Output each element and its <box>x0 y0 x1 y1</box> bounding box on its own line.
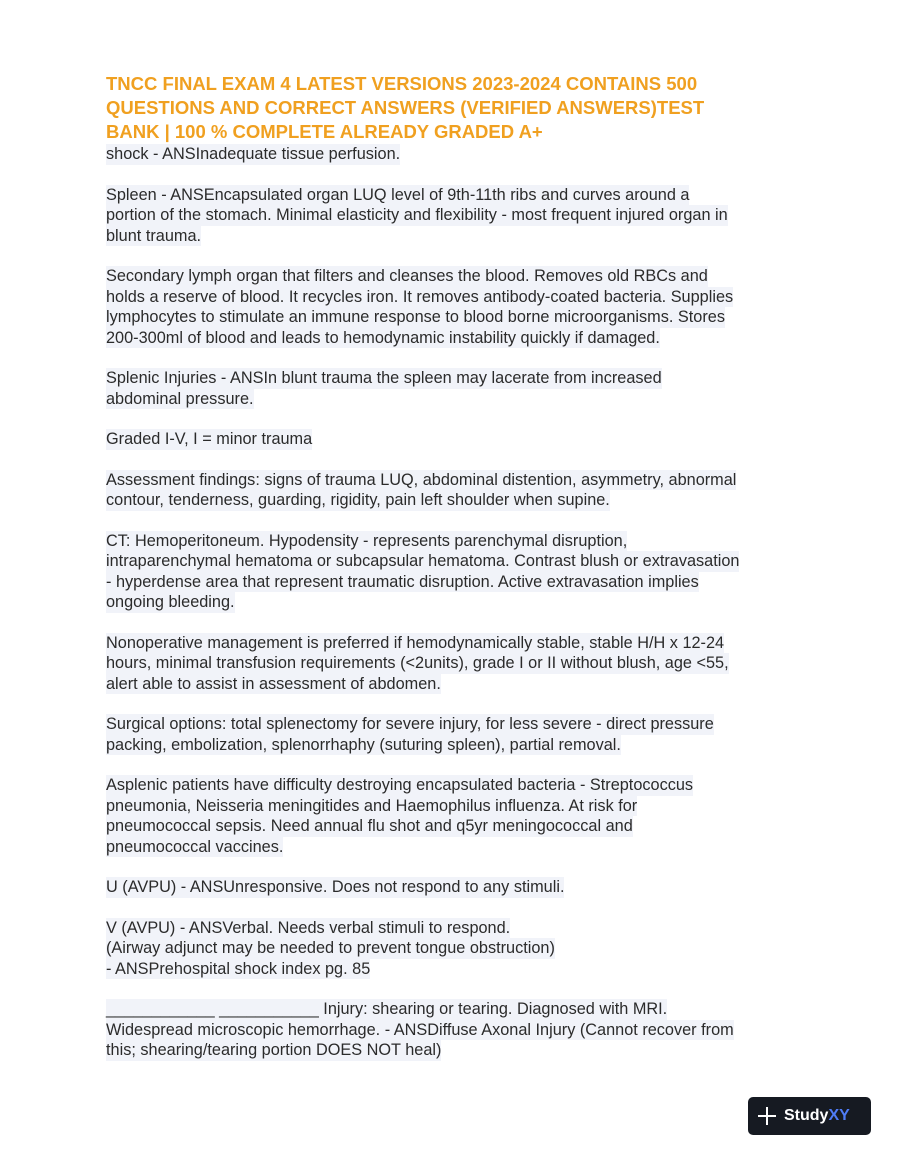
paragraph-line: ____________ ___________ Injury: shearing or tearing. Diagnosed with MRI. <box>106 1000 668 1018</box>
paragraph-line: packing, embolization, splenorrhaphy (suturing spleen), partial removal. <box>106 735 621 754</box>
paragraph-line: hours, minimal transfusion requirements (<2units), grade I or II without blush, age <55, <box>106 654 729 672</box>
paragraph <box>106 775 796 857</box>
paragraph <box>106 429 796 450</box>
brand-name-study: Study <box>784 1107 829 1124</box>
paragraph-line: blunt trauma. <box>106 226 202 245</box>
studyxy-logo-badge[interactable] <box>748 1097 871 1135</box>
paragraph <box>106 999 796 1061</box>
paragraph-line: Widespread microscopic hemorrhage. - ANSDiffuse Axonal Injury (Cannot recover from <box>106 1020 734 1039</box>
paragraph <box>106 877 796 898</box>
plus-icon <box>758 1107 776 1125</box>
paragraph-line: ongoing bleeding. <box>106 593 235 611</box>
brand-name-xy: XY <box>828 1107 850 1124</box>
paragraph-line: Spleen - ANSEncapsulated organ LUQ level of 9th-11th ribs and curves around a <box>106 185 690 204</box>
paragraph-line: CT: Hemoperitoneum. Hypodensity - represents parenchymal disruption, <box>106 531 628 550</box>
paragraph <box>106 633 796 695</box>
paragraph <box>106 531 796 613</box>
paragraph-line: Nonoperative management is preferred if hemodynamically stable, stable H/H x 12-24 <box>106 633 725 652</box>
paragraph-line: pneumococcal vaccines. <box>106 837 284 856</box>
paragraph-line: - hyperdense area that represent traumatic disruption. Active extravasation implies <box>106 572 699 591</box>
paragraph-line: intraparenchymal hematoma or subcapsular hematoma. Contrast blush or extravasation <box>106 552 740 570</box>
paragraph-line: U (AVPU) - ANSUnresponsive. Does not respond to any stimuli. <box>106 878 565 896</box>
paragraph <box>106 266 796 348</box>
title-line: TNCC FINAL EXAM 4 LATEST VERSIONS 2023-2024 CONTAINS 500 <box>106 73 698 94</box>
paragraph <box>106 368 796 409</box>
paragraph-line: pneumococcal sepsis. Need annual flu shot and q5yr meningococcal and <box>106 817 633 835</box>
paragraph-line: portion of the stomach. Minimal elasticity and flexibility - most frequent injured organ in <box>106 206 728 224</box>
paragraph-line: shock - ANSInadequate tissue perfusion. <box>106 145 401 163</box>
paragraph-line: (Airway adjunct may be needed to prevent tongue obstruction) <box>106 939 555 957</box>
paragraph-line: pneumonia, Neisseria meningitides and Haemophilus influenza. At risk for <box>106 796 638 815</box>
document-page <box>106 72 796 1081</box>
paragraph-line: lymphocytes to stimulate an immune response to blood borne microorganisms. Stores <box>106 308 725 326</box>
paragraph-line: contour, tenderness, guarding, rigidity, pain left shoulder when supine. <box>106 491 610 509</box>
document-body <box>106 144 796 1061</box>
paragraph <box>106 714 796 755</box>
paragraph-line: Graded I-V, I = minor trauma <box>106 430 313 448</box>
paragraph-line: V (AVPU) - ANSVerbal. Needs verbal stimuli to respond. <box>106 918 511 937</box>
paragraph-line: Surgical options: total splenectomy for severe injury, for less severe - direct pressure <box>106 715 714 733</box>
paragraph-line: Secondary lymph organ that filters and cleanses the blood. Removes old RBCs and <box>106 267 708 285</box>
paragraph-line: - ANSPrehospital shock index pg. 85 <box>106 959 371 978</box>
paragraph <box>106 918 796 980</box>
paragraph <box>106 470 796 511</box>
paragraph-line: alert able to assist in assessment of abdomen. <box>106 674 441 693</box>
title-line: QUESTIONS AND CORRECT ANSWERS (VERIFIED ANSWERS)TEST <box>106 97 705 118</box>
paragraph-line: holds a reserve of blood. It recycles iron. It removes antibody-coated bacteria. Supplies <box>106 287 734 306</box>
paragraph-line: 200-300ml of blood and leads to hemodynamic instability quickly if damaged. <box>106 328 660 347</box>
paragraph-line: Assessment findings: signs of trauma LUQ, abdominal distention, asymmetry, abnormal <box>106 470 737 489</box>
document-title <box>106 72 796 144</box>
title-line: BANK | 100 % COMPLETE ALREADY GRADED A+ <box>106 121 543 142</box>
paragraph-line: Splenic Injuries - ANSIn blunt trauma the spleen may lacerate from increased <box>106 369 662 387</box>
paragraph-line: this; shearing/tearing portion DOES NOT heal) <box>106 1041 442 1059</box>
paragraph <box>106 185 796 247</box>
paragraph <box>106 144 796 165</box>
paragraph-line: abdominal pressure. <box>106 389 254 408</box>
paragraph-line: Asplenic patients have difficulty destroying encapsulated bacteria - Streptococcus <box>106 776 694 794</box>
